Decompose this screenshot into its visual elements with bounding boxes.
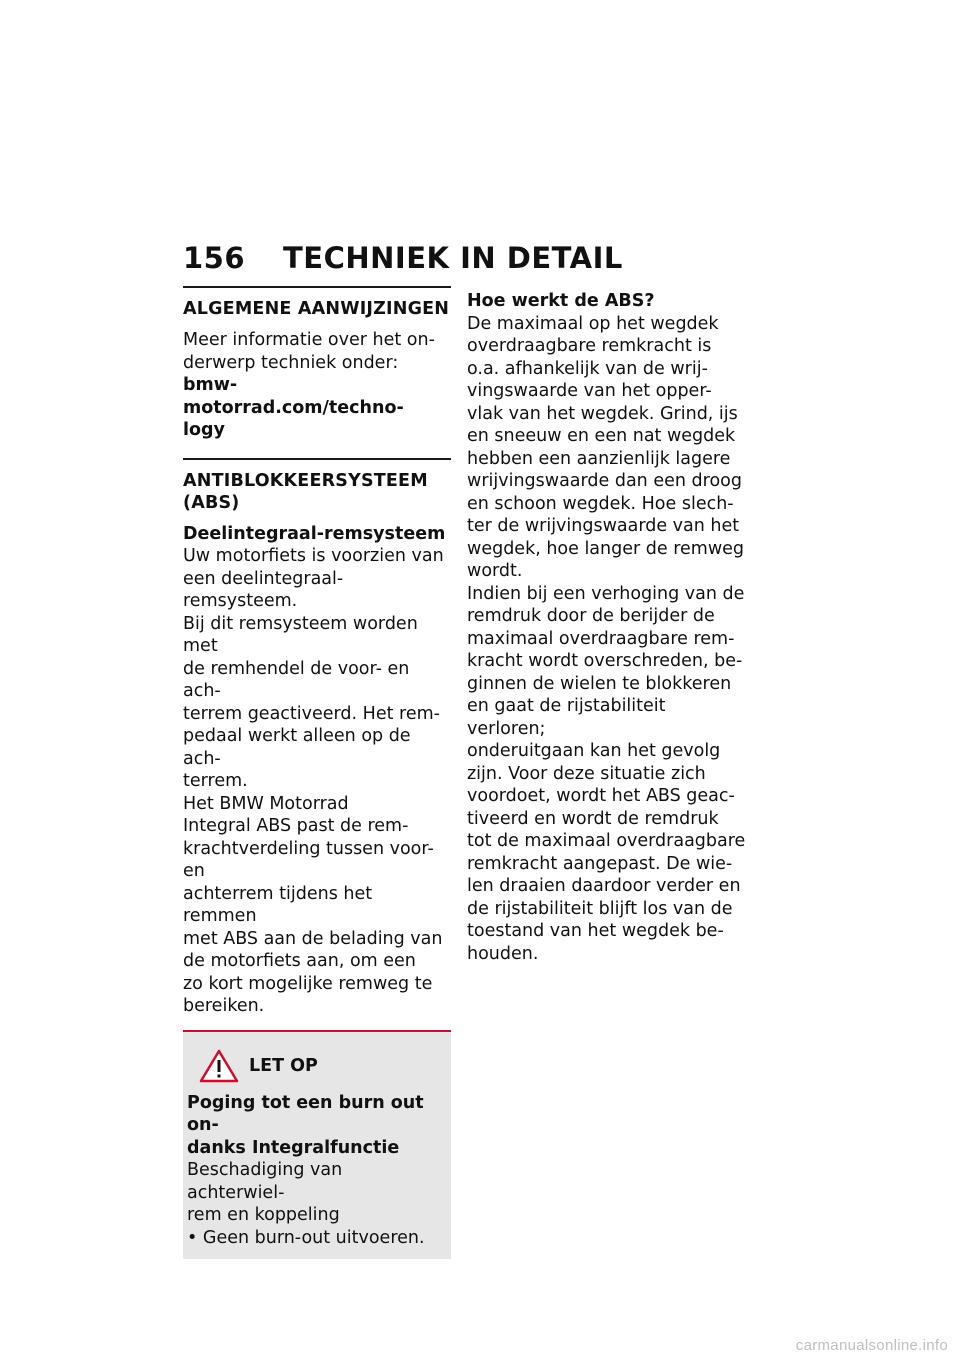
left-column <box>183 286 451 1259</box>
section-divider <box>183 458 451 460</box>
watermark-logo: carmanualsonline.info <box>795 1337 948 1354</box>
abs-friction-paragraph: De maximaal op het wegdek overdraagbare remkracht is o.a. afhankelijk van de wrij- vingswaarde van het opper- vlak van het wegdek. Grind, ijs en sneeuw en een nat wegdek hebben een aanzienlijk lagere wrijvingswaarde dan een droog en schoon wegdek. Hoe slech- ter de wrijvingswaarde van het wegdek, hoe langer de remweg wordt. <box>467 313 745 581</box>
integral-abs-paragraph: Het BMW Motorrad Integral ABS past de rem- krachtverdeling tussen voor- en achterrem tijdens het remmen met ABS aan de belading van de motorfiets aan, om een zo kort mogelijke remweg te bereiken. <box>183 793 443 1016</box>
warning-box <box>183 1030 451 1260</box>
subheading-brake-system: Deelintegraal-remsysteem <box>183 523 446 544</box>
section-heading-general: ALGEMENE AANWIJZINGEN <box>183 299 450 319</box>
page-number: 156 <box>183 241 246 275</box>
section-divider <box>183 286 451 288</box>
general-info-text: Meer informatie over het on- derwerp techniek onder: <box>183 330 435 373</box>
right-column <box>467 290 747 965</box>
page-header <box>183 238 623 278</box>
technology-link[interactable]: bmw-motorrad.com/techno- logy <box>183 375 404 440</box>
brake-system-paragraph: Uw motorfiets is voorzien van een deelintegraal-remsysteem. Bij dit remsysteem worden met de remhendel de voor- en ach- terrem geactiveerd. Het rem- pedaal werkt alleen op de ach- terrem. <box>183 546 444 791</box>
warning-action: • Geen burn-out uitvoeren. <box>187 1227 425 1248</box>
warning-title: Poging tot een burn out on- danks Integralfunctie <box>187 1092 424 1158</box>
page-title: TECHNIEK IN DETAIL <box>283 241 623 275</box>
abs-activation-paragraph: Indien bij een verhoging van de remdruk door de berijder de maximaal overdraagbare rem- kracht wordt overschreden, be- ginnen de wielen te blokkeren en gaat de rijstabiliteit verloren; onderuitgaan kan het gevolg zijn. Voor deze situatie zich voordoet, wordt het ABS geac- tiveerd en wordt de remdruk tot de maximaal overdraagbare remkracht aangepast. De wie- len draaien daardoor verder en de rijstabiliteit blijft los van de toestand van het wegdek be- houden. <box>467 583 746 964</box>
warning-header <box>187 1048 441 1084</box>
warning-label: LET OP <box>249 1055 318 1076</box>
warning-consequence: Beschadiging van achterwiel- rem en koppeling <box>187 1160 343 1225</box>
how-abs-works-heading: Hoe werkt de ABS? <box>467 291 655 311</box>
warning-triangle-icon <box>199 1049 239 1083</box>
section-heading-abs: ANTIBLOKKEERSYSTEEM (ABS) <box>183 470 428 513</box>
